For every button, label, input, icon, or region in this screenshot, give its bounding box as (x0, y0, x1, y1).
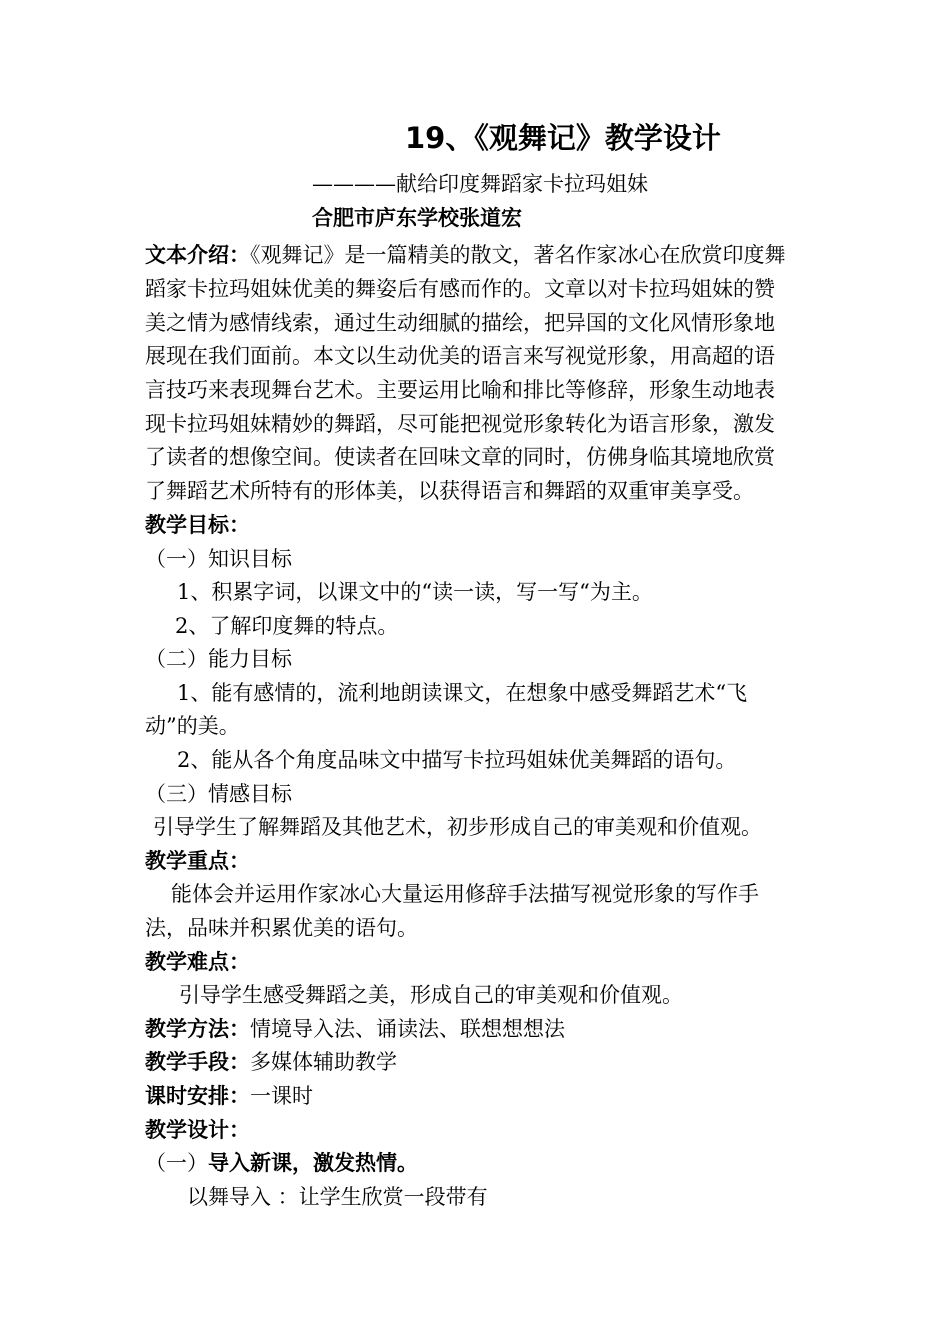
schedule-label: 课时安排： (145, 1084, 250, 1108)
method-row (145, 1015, 565, 1043)
ability-heading: （二）能力目标 (145, 647, 292, 671)
difficulties-heading: 教学难点： (145, 950, 250, 974)
schedule-value: 一课时 (250, 1084, 313, 1108)
schedule-row (145, 1082, 313, 1110)
intro-line-1 (145, 241, 786, 269)
intro-line-7: 了读者的想像空间。使读者在回味文章的同时，仿佛身临其境地欣赏 (145, 445, 775, 469)
intro-label: 文本介绍： (145, 243, 250, 267)
design-step-1-line: 以舞导入 ：让学生欣赏一段带有 (187, 1185, 488, 1209)
intro-line-5: 言技巧来表现舞台艺术。主要运用比喻和排比等修辞，形象生动地表 (145, 378, 775, 402)
design-heading: 教学设计： (145, 1118, 250, 1142)
intro-text: 《观舞记》是一篇精美的散文，著名作家冰心在欣赏印度舞 (250, 243, 786, 267)
means-label: 教学手段： (145, 1050, 250, 1074)
key-points-line-2: 法，品味并积累优美的语句。 (145, 916, 418, 940)
intro-line-6: 现卡拉玛姐妹精妙的舞蹈，尽可能把视觉形象转化为语言形象，激发 (145, 412, 775, 436)
objectives-heading: 教学目标： (145, 513, 250, 537)
intro-line-4: 展现在我们面前。本文以生动优美的语言来写视觉形象，用高超的语 (145, 344, 775, 368)
means-value: 多媒体辅助教学 (250, 1050, 397, 1074)
key-points-line-1: 能体会并运用作家冰心大量运用修辞手法描写视觉形象的写作手 (171, 882, 759, 906)
difficulties-line-1: 引导学生感受舞蹈之美，形成自己的审美观和价值观。 (179, 983, 683, 1007)
method-value: 情境导入法、诵读法、联想想想法 (250, 1017, 565, 1041)
design-step-1-prefix: （一） (145, 1151, 208, 1175)
method-label: 教学方法： (145, 1017, 250, 1041)
ability-item-1: 1、能有感情的，流利地朗读课文，在想象中感受舞蹈艺术“飞 (177, 681, 748, 705)
intro-line-2: 蹈家卡拉玛姐妹优美的舞姿后有感而作的。文章以对卡拉玛姐妹的赞 (145, 277, 775, 301)
knowledge-item-2: 2、了解印度舞的特点。 (175, 614, 399, 638)
intro-line-8: 了舞蹈艺术所特有的形体美，以获得语言和舞蹈的双重审美享受。 (145, 479, 754, 503)
ability-item-2: 2、能从各个角度品味文中描写卡拉玛姐妹优美舞蹈的语句。 (177, 748, 737, 772)
design-step-1-title: 导入新课，激发热情。 (208, 1151, 418, 1175)
emotion-item-1: 引导学生了解舞蹈及其他艺术，初步形成自己的审美观和价值观。 (153, 815, 762, 839)
knowledge-heading: （一）知识目标 (145, 547, 292, 571)
document-author: 合肥市庐东学校张道宏 (312, 206, 522, 230)
key-points-heading: 教学重点： (145, 849, 250, 873)
emotion-heading: （三）情感目标 (145, 782, 292, 806)
means-row (145, 1048, 397, 1076)
document-subtitle: ————献给印度舞蹈家卡拉玛姐妹 (312, 172, 648, 196)
intro-line-3: 美之情为感情线索，通过生动细腻的描绘，把异国的文化风情形象地 (145, 311, 775, 335)
ability-item-1-cont: 动”的美。 (145, 714, 240, 738)
knowledge-item-1: 1、积累字词，以课文中的“读一读，写一写“为主。 (177, 580, 653, 604)
document-title: 19、《观舞记》教学设计 (405, 121, 721, 155)
design-step-1 (145, 1149, 418, 1177)
